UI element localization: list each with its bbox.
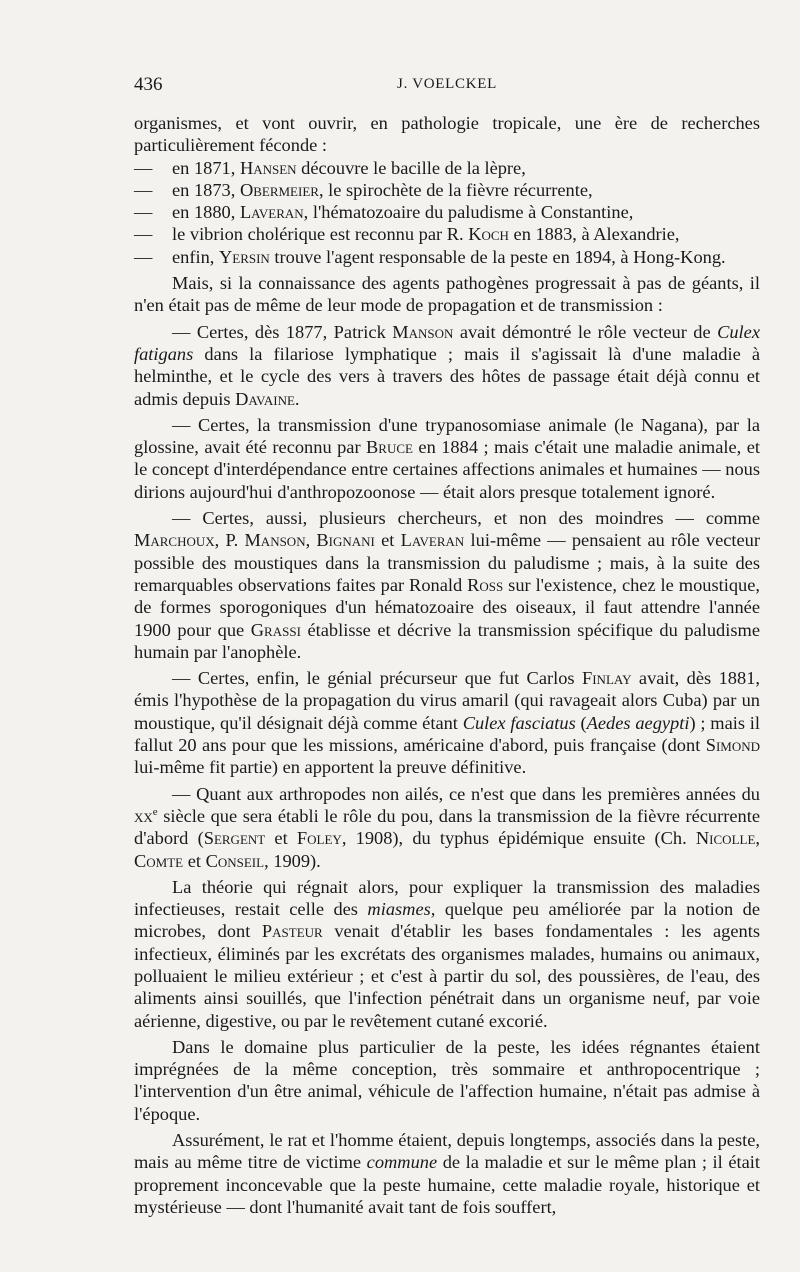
century-superscript: e [152, 805, 158, 818]
species-name: Aedes aegypti [586, 712, 690, 733]
author-name: Pasteur [261, 921, 323, 942]
list-item-text: trouve l'agent responsable de la peste en 1894, à Hong-Kong. [269, 246, 726, 267]
paragraph [134, 667, 760, 778]
list-item [134, 223, 760, 245]
list-dash: — [134, 179, 153, 200]
paragraph-text: et [183, 850, 206, 871]
paragraph [134, 272, 760, 317]
author-name: Nicolle [695, 828, 756, 849]
paragraph-text: et [374, 530, 401, 551]
species-name: Culex fasciatus [462, 712, 576, 733]
list-item-text: découvre le bacille de la lèpre, [296, 157, 526, 178]
list-dash: — [134, 157, 153, 178]
author-name: Grassi [250, 619, 301, 640]
author-name: Ross [467, 574, 504, 595]
paragraph-text: quelque peu améliorée par la notion de microbes, dont [134, 899, 760, 942]
paragraph-text: ) ; mais il fallut 20 ans pour que les missions, américaine d'abord, puis française (dont [134, 712, 760, 756]
emphasis-text: commune [366, 1152, 438, 1173]
author-name: Hansen [239, 157, 297, 178]
author-name: Koch [468, 224, 509, 245]
author-name: Marchoux [134, 530, 215, 551]
paragraph [134, 876, 760, 1032]
body-text [134, 112, 760, 1218]
paragraph-text: Assurément, le rat et l'homme étaient, depuis longtemps, associés dans la peste, mais au même titre de victime [134, 1130, 760, 1173]
paragraph-text: organismes, et vont ouvrir, en pathologie tropicale, une ère de recherches particulièrement féconde : [134, 113, 760, 156]
list-item-text: le vibrion cholérique est reconnu par R. [172, 224, 469, 245]
paragraph-text: dans la filariose lymphatique ; mais il s'agissait là d'une maladie à helminthe, et le cycle des vers à travers des hôtes de passage était déjà connu et admis depuis [134, 343, 760, 409]
paragraph-text: avait, dès 1881, émis l'hypothèse de la propagation du virus amaril (qui ravageait alors Cuba) par un moustique, qu'il désignait déjà comme étant [134, 668, 760, 733]
list-item-text: , le spirochète de la fièvre récurrente, [318, 179, 593, 200]
paragraph-text: , [305, 530, 317, 551]
list-dash: — [134, 202, 153, 223]
list-item [134, 201, 760, 223]
paragraph [134, 112, 760, 157]
paragraph-text: , 1908), du typhus épidémique ensuite (Ch. [341, 828, 696, 849]
paragraph-text: lui-même fit partie) en apportent la preuve définitive. [134, 757, 527, 778]
paragraph-text: lui-même — pensaient au rôle vecteur possible des moustiques dans la transmission du paludisme ; mais, à la suite des remarquables observations faites par Ronald [134, 530, 760, 595]
author-name: Obermeier [239, 179, 319, 200]
list-item-text: enfin, [172, 246, 219, 267]
list-item [134, 157, 760, 179]
paragraph-text: — Certes, la transmission d'une trypanosomiase animale (le Nagana), par la glossine, avait été reconnu par [134, 414, 760, 458]
paragraph-text: Dans le domaine plus particulier de la peste, les idées régnantes étaient imprégnées de la même conception, très sommaire et anthropocentrique ; l'intervention d'un être animal, véhicule de l'affection humaine, n'était pas admise à l'époque. [134, 1036, 760, 1124]
author-name: Laveran [400, 530, 465, 551]
paragraph-text: établisse et décrive la transmission spécifique du paludisme humain par l'anophèle. [134, 619, 760, 662]
paragraph-text: avait démontré le rôle vecteur de [453, 321, 718, 342]
paragraph [134, 783, 760, 872]
list-dash: — [134, 224, 153, 245]
list-item-text: , l'hématozoaire du paludisme à Constantine, [303, 202, 634, 223]
author-name: Manson [392, 321, 454, 342]
paragraph [134, 1129, 760, 1218]
author-name: Simond [705, 735, 760, 756]
author-name: Sergent [203, 828, 266, 849]
author-name: Bruce [366, 437, 413, 458]
author-name: Conseil [205, 850, 265, 871]
paragraph-text: — Certes, dès 1877, Patrick [172, 321, 393, 342]
page-header [134, 74, 760, 98]
list-item-text: en 1873, [172, 179, 240, 200]
list-item [134, 246, 760, 268]
paragraph-text: venait d'établir les bases fondamentales : les agents infectieux, éliminés par les excrétats des organismes malades, humains ou animaux, polluaient le milieu extérieur ; et c'est à partir du sol, des poussières, de l'eau, des aliments ainsi souillés, que l'infection pénétrait dans un organisme neuf, par voie aérienne, digestive, ou par le revêtement cutané excorié. [134, 921, 760, 1031]
list-item-text: en 1871, [172, 157, 240, 178]
author-name: Bignani [316, 530, 375, 551]
paragraph-text: ( [575, 712, 587, 733]
paragraph-text: et [265, 828, 297, 849]
paragraph-text: siècle que sera établi le rôle du pou, dans la transmission de la fièvre récurrente d'abord ( [134, 805, 760, 849]
paragraph-text: sur l'existence, chez le moustique, de formes sporogoniques d'un hématozoaire des oiseaux, il faut attendre l'année 1900 pour que [134, 574, 760, 640]
running-title: J. VOELCKEL [397, 76, 497, 92]
author-name: Comte [134, 850, 184, 871]
paragraph [134, 321, 760, 410]
paragraph [134, 1036, 760, 1125]
paragraph-text: — Certes, aussi, plusieurs chercheurs, et non des moindres — comme [172, 508, 760, 529]
list-item-text: en 1883, à Alexandrie, [508, 224, 680, 245]
author-name: Yersin [218, 246, 270, 267]
paragraph-text: . [294, 388, 300, 409]
list-dash: — [134, 246, 153, 267]
author-name: Finlay [582, 668, 632, 689]
author-name: Davaine [235, 388, 295, 409]
emphasis-text: miasmes, [367, 899, 436, 920]
paragraph-text: , 1909). [264, 850, 321, 871]
species-name: Culex fatigans [134, 321, 760, 364]
list-item [134, 179, 760, 201]
list-item-text: en 1880, [172, 202, 240, 223]
author-name: Laveran [239, 202, 304, 223]
paragraph [134, 414, 760, 503]
paragraph-text: , [755, 828, 761, 849]
paragraph [134, 507, 760, 663]
author-name: Foley [296, 828, 342, 849]
paragraph-text: La théorie qui régnait alors, pour expliquer la transmission des maladies infectieuses, restait celle des [134, 876, 760, 920]
paragraph-text: — Quant aux arthropodes non ailés, ce n'est que dans les premières années du [172, 783, 760, 804]
paragraph-text: Mais, si la connaissance des agents pathogènes progressait à pas de géants, il n'en était pas de même de leur mode de propagation et de transmission : [134, 273, 760, 316]
paragraph-text: — Certes, enfin, le génial précurseur que fut Carlos [172, 668, 582, 689]
paragraph-text: , P. [214, 530, 245, 551]
paragraph-text: de la maladie et sur le même plan ; il était proprement inconcevable que la peste humaine, cette maladie royale, historique et mystérieuse — dont l'humanité avait tant de fois souffert, [134, 1152, 760, 1217]
page-number: 436 [134, 74, 163, 95]
author-name: Manson [244, 530, 306, 551]
paragraph-text: en 1884 ; mais c'était une maladie animale, et le concept d'interdépendance entre certaines affections animales et humaines — nous dirions aujourd'hui d'anthropozoonose — était alors presque totalement ignoré. [134, 437, 760, 502]
century-numeral: xx [134, 805, 153, 826]
